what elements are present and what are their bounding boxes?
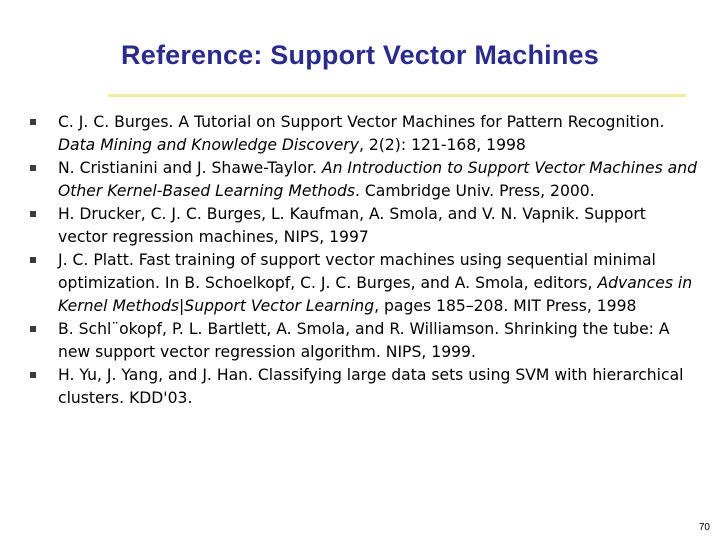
reference-item xyxy=(30,157,698,203)
reference-venue: An Introduction to Support Vector Machines and Other Kernel-Based Learning Methods xyxy=(58,159,697,200)
reference-item xyxy=(30,111,698,157)
reference-item xyxy=(30,249,698,318)
reference-text: H. Yu, J. Yang, and J. Han. Classifying large data sets using SVM with hierarchical clusters. KDD'03. xyxy=(58,366,684,407)
reference-text: N. Cristianini and J. Shawe-Taylor. xyxy=(58,159,322,177)
reference-list xyxy=(30,111,698,410)
bullet-square-icon xyxy=(30,257,36,263)
reference-venue: Advances in Kernel Methods|Support Vector Learning xyxy=(58,274,693,315)
bullet-square-icon xyxy=(30,165,36,171)
reference-tail: , 2(2): 121-168, 1998 xyxy=(358,136,526,154)
reference-item xyxy=(30,318,698,364)
page-number: 70 xyxy=(698,522,710,533)
bullet-square-icon xyxy=(30,211,36,217)
bullet-square-icon xyxy=(30,119,36,125)
title-underline xyxy=(108,94,686,97)
reference-tail: . Cambridge Univ. Press, 2000. xyxy=(354,182,595,200)
bullet-square-icon xyxy=(30,372,36,378)
reference-tail: , pages 185–208. MIT Press, 1998 xyxy=(374,297,637,315)
slide-title: Reference: Support Vector Machines xyxy=(121,40,599,70)
reference-item xyxy=(30,203,698,249)
reference-venue: Data Mining and Knowledge Discovery xyxy=(58,136,359,154)
reference-item xyxy=(30,364,698,410)
bullet-square-icon xyxy=(30,326,36,332)
reference-text: H. Drucker, C. J. C. Burges, L. Kaufman, A. Smola, and V. N. Vapnik. Support vector regression machines, NIPS, 1997 xyxy=(58,205,646,246)
reference-text: B. Schl¨okopf, P. L. Bartlett, A. Smola, and R. Williamson. Shrinking the tube: A new support vector regression algorithm. NIPS, 1999. xyxy=(58,320,670,361)
reference-text: C. J. C. Burges. A Tutorial on Support Vector Machines for Pattern Recognition. xyxy=(58,113,665,131)
reference-text: J. C. Platt. Fast training of support vector machines using sequential minimal optimization. In B. Schoelkopf, C. J. C. Burges, and A. Smola, editors, xyxy=(58,251,656,292)
